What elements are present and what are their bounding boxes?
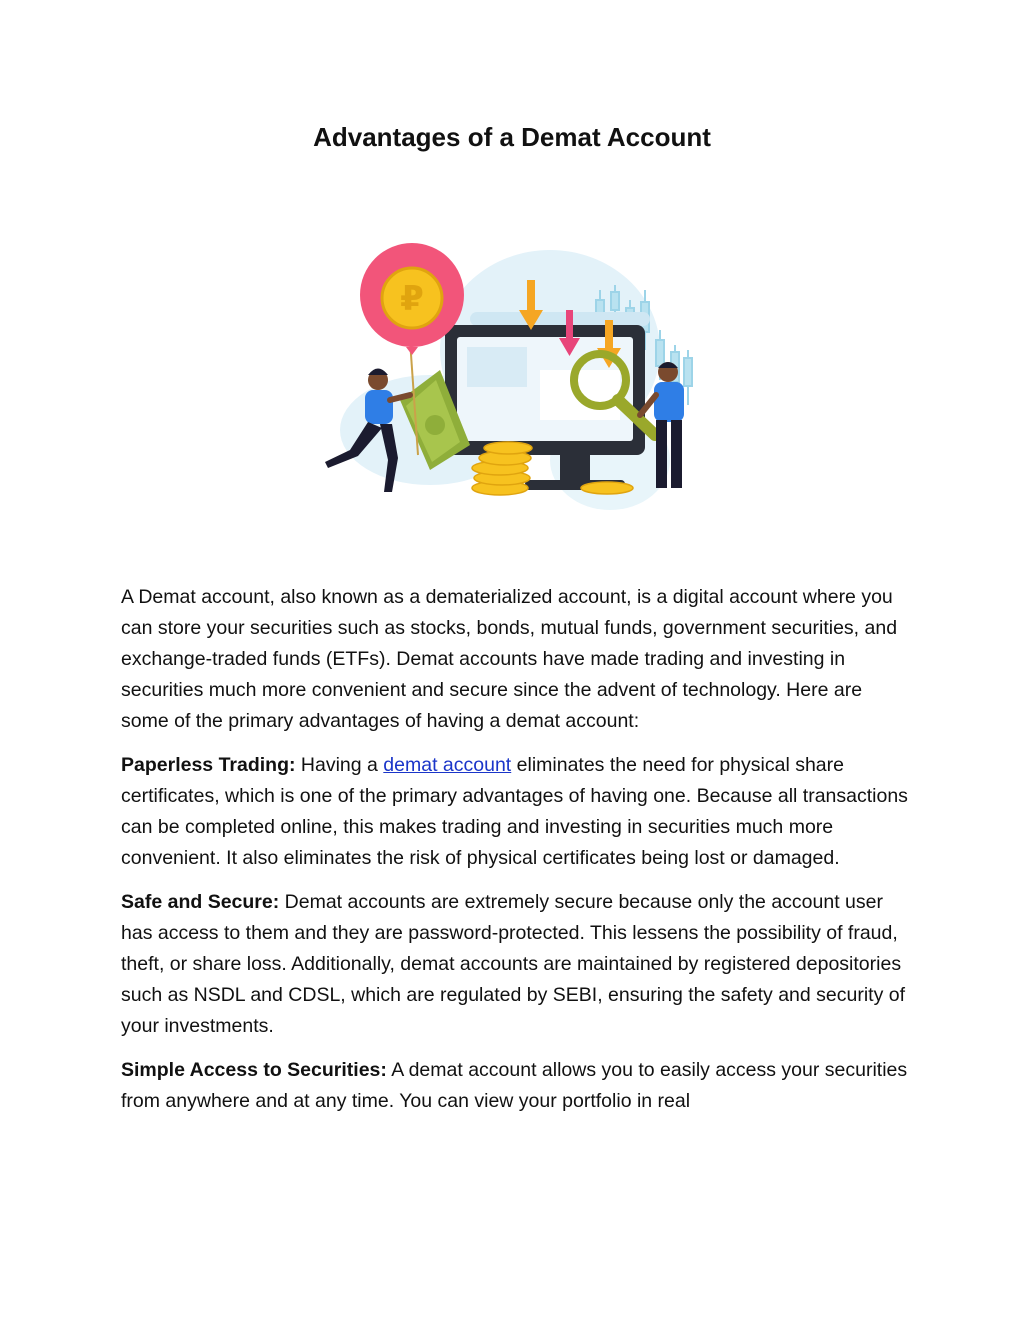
section-text: A demat account allows you to easily access your securities from anywhere and at any time. You can view your portfolio in real bbox=[121, 1059, 908, 1112]
page-title: Advantages of a Demat Account bbox=[313, 122, 711, 152]
demat-investing-illustration-icon bbox=[310, 230, 710, 530]
section-simple-access bbox=[121, 1055, 911, 1117]
intro-paragraph: A Demat account, also known as a dematerialized account, is a digital account where you can store your securities such as stocks, bonds, mutual funds, government securities, and exchange-traded funds (ETFs). Demat accounts have made trading and investing in securities much more convenient and secure since the advent of technology. Here are some of the primary advantages of having a demat account: bbox=[121, 586, 898, 732]
section-text: Demat accounts are extremely secure because only the account user has access to them and they are password-protected. This lessens the possibility of fraud, theft, or share loss. Additionally, demat accounts are maintained by registered depositories such as NSDL and CDSL, which are regulated by SEBI, ensuring the safety and security of your investments. bbox=[121, 891, 906, 1037]
section-heading: Safe and Secure: bbox=[121, 891, 280, 913]
section-paperless-trading bbox=[121, 750, 911, 874]
section-text: Having a bbox=[295, 754, 384, 776]
section-text: eliminates the need for physical share certificates, which is one of the primary advantages of having one. Because all transactions can be completed online, this makes trading and investing in securities much more convenient. It also eliminates the risk of physical certificates being lost or damaged. bbox=[121, 754, 908, 869]
section-heading: Simple Access to Securities: bbox=[121, 1059, 387, 1081]
article-body bbox=[121, 582, 911, 1130]
balloon-symbol: ₽ bbox=[400, 279, 424, 319]
demat-account-link[interactable]: demat account bbox=[383, 754, 512, 776]
section-safe-and-secure bbox=[121, 887, 911, 1042]
section-heading: Paperless Trading: bbox=[121, 754, 296, 776]
